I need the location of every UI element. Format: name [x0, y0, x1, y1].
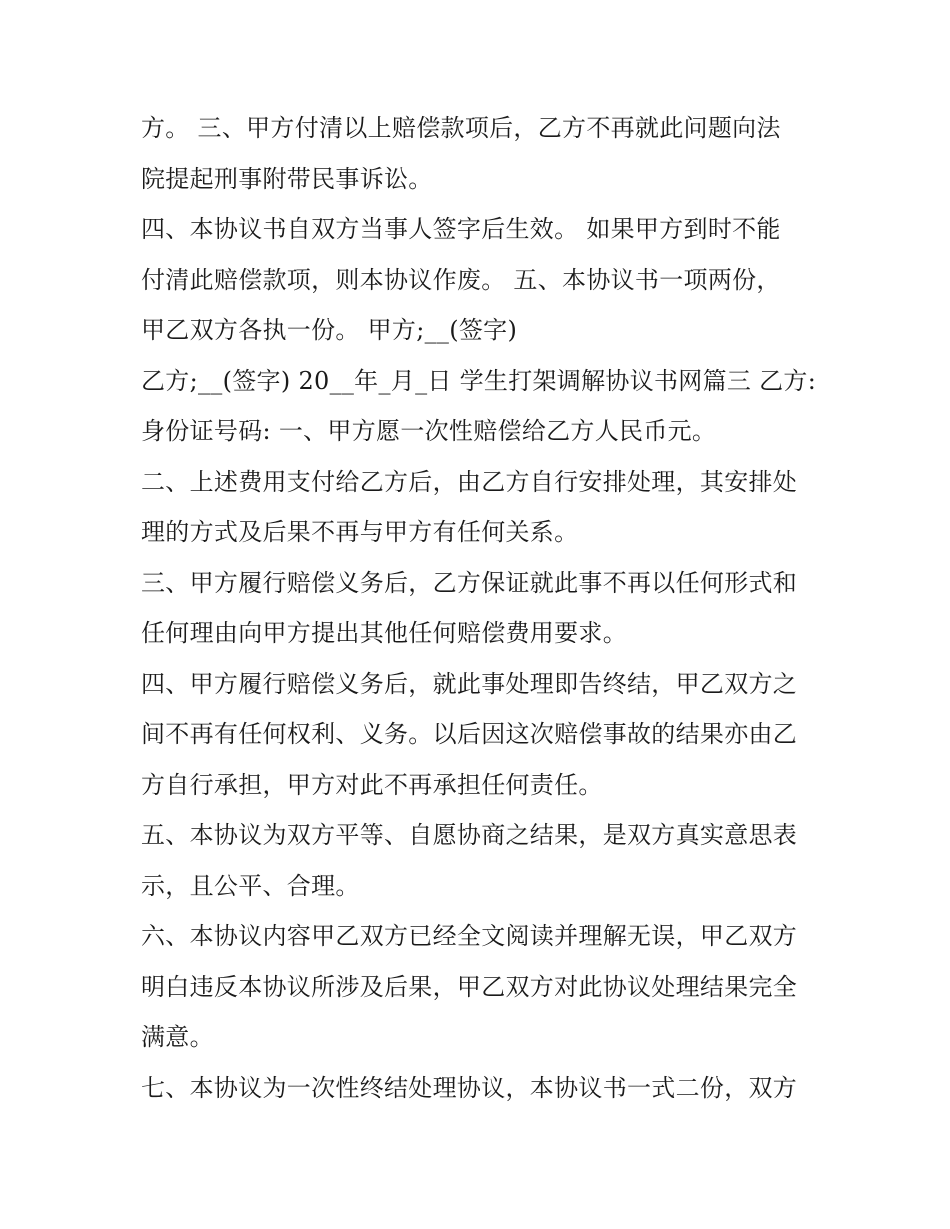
text-line: 示，且公平、合理。 — [141, 871, 360, 900]
text-line: 满意。 — [141, 1023, 214, 1051]
text-line: 六、本协议内容甲乙双方已经全文阅读并理解无误，甲乙双方 — [141, 922, 798, 950]
text-line: 付清此赔偿款项，则本协议作废。 五、本协议书一项两份， — [141, 265, 781, 294]
text-line: 任何理由向甲方提出其他任何赔偿费用要求。 — [141, 619, 627, 647]
text-line: 明白违反本协议所涉及后果，甲乙双方对此协议处理结果完全 — [141, 972, 798, 1001]
text-line: 身份证号码: 一、甲方愿一次性赔偿给乙方人民币元。 — [141, 417, 717, 445]
text-line: 乙方;__(签字) 20__年_月_日 学生打架调解协议书网篇三 乙方: — [141, 366, 817, 395]
text-line: 间不再有任何权利、义务。以后因这次赔偿事故的结果亦由乙 — [141, 720, 798, 748]
text-line: 四、甲方履行赔偿义务后，就此事处理即告终结，甲乙双方之 — [141, 669, 798, 698]
text-line: 甲乙双方各执一份。 甲方;__(签字) — [141, 316, 518, 344]
document-body — [141, 103, 821, 1113]
text-line: 四、本协议书自双方当事人签字后生效。 如果甲方到时不能 — [141, 215, 781, 243]
text-line: 五、本协议为双方平等、自愿协商之结果，是双方真实意思表 — [141, 821, 798, 849]
text-line: 三、甲方履行赔偿义务后，乙方保证就此事不再以任何形式和 — [141, 568, 798, 597]
text-line: 二、上述费用支付给乙方后，由乙方自行安排处理，其安排处 — [141, 467, 798, 496]
text-line: 院提起刑事附带民事诉讼。 — [141, 164, 433, 193]
text-line: 方自行承担，甲方对此不再承担任何责任。 — [141, 770, 603, 799]
text-line: 七、本协议为一次性终结处理协议，本协议书一式二份，双方 — [141, 1073, 798, 1102]
text-line: 理的方式及后果不再与甲方有任何关系。 — [141, 518, 579, 546]
text-line: 方。 三、甲方付清以上赔偿款项后，乙方不再就此问题向法 — [141, 114, 781, 142]
